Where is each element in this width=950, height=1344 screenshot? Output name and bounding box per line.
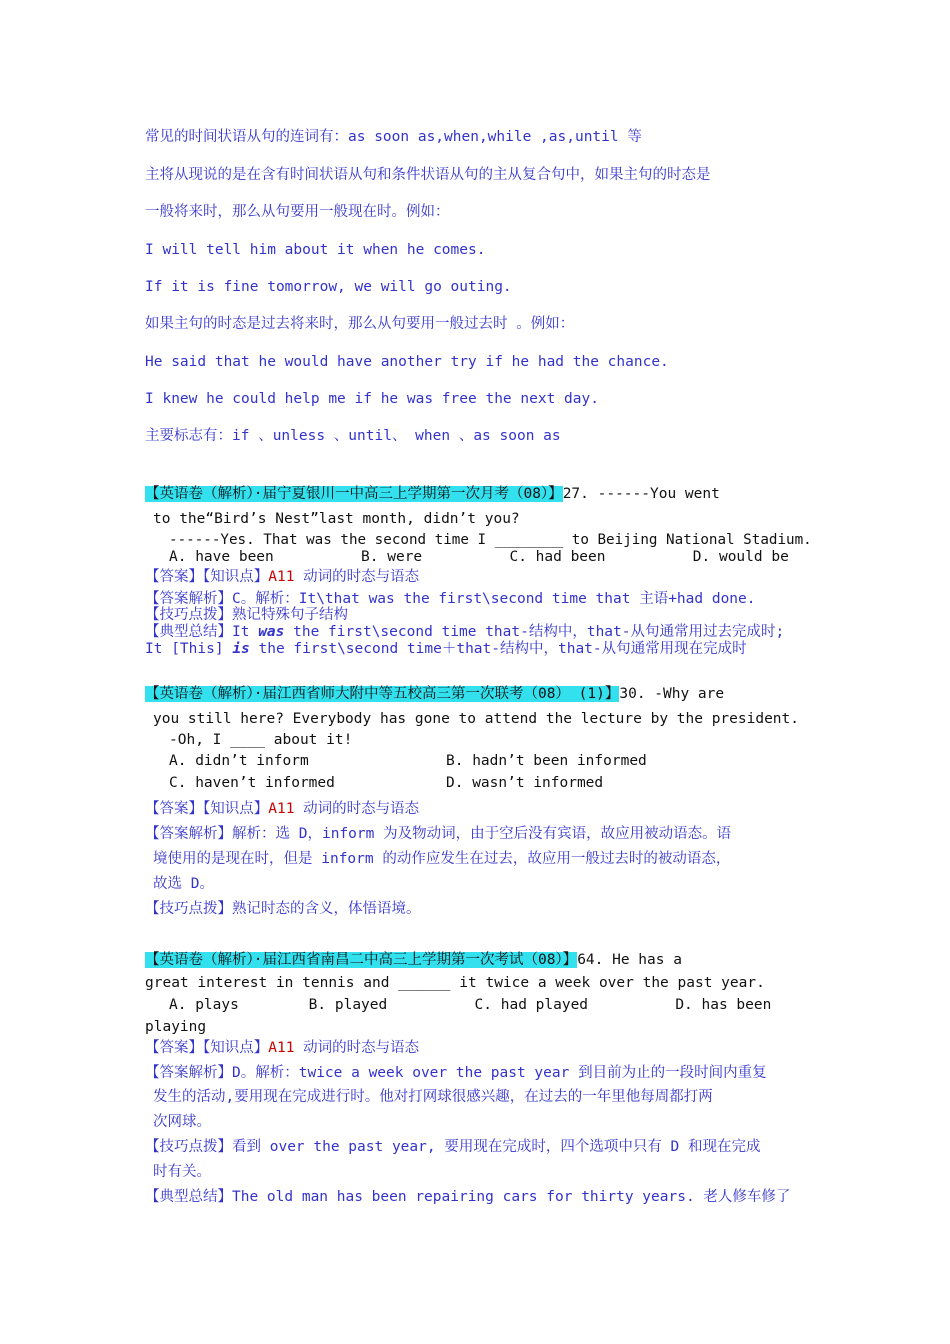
q3-answer [145,1038,419,1058]
q3-tip-2: 时有关。 [153,1164,211,1180]
q3-options: A. plays B. played C. had played D. has been [169,997,772,1013]
q1-header [145,484,720,504]
q1-stem-1: 27. ------You went [562,486,720,502]
q1-explanation: 【答案解析】C。解析：It\that was the first\second time that 主语+had done. [145,591,756,607]
q1-summary-1b: the first\second time that-结构中，that-从句通常用过去完成时; [284,624,785,640]
q2-knowledge-code: A11 [268,801,295,817]
q2-explanation-3: 故选 D。 [153,876,214,892]
q2-option-d: D. wasn’t informed [446,775,604,791]
q2-stem-3: -Oh, I ____ about it! [169,732,353,748]
q1-answer-label: 【答案】【知识点】 [145,569,269,585]
q1-summary-is: is [232,641,250,657]
q2-answer [145,799,419,819]
q1-options: A. have been B. were C. had been D. would be [169,549,789,565]
example-sentence-1: I will tell him about it when he comes. [145,242,486,258]
q1-summary-was: was [258,624,285,640]
q2-header [145,684,724,704]
q1-summary-2 [145,639,747,659]
markers-line: 主要标志有：if 、unless 、until、 when 、as soon as [145,428,561,444]
intro-line-3: 一般将来时，那么从句要用一般现在时。例如： [145,204,450,220]
q1-stem-2: to the“Bird’s Nest”last month, didn’t you? [153,511,520,527]
q2-option-c: C. haven’t informed [169,775,335,791]
q3-options-wrap: playing [145,1019,207,1035]
q2-tip: 【技巧点拨】熟记时态的含义，体悟语境。 [145,901,421,917]
q3-knowledge-code: A11 [268,1040,295,1056]
q3-explanation-2: 发生的活动,要用现在完成进行时。他对打网球很感兴趣，在过去的一年里他每周都打两 [153,1089,713,1105]
q3-stem-1: 64. He has a [577,952,682,968]
q3-summary: 【典型总结】The old man has been repairing cars for thirty years. 老人修车修了 [145,1189,791,1205]
q3-header [145,950,682,970]
q2-option-b: B. hadn’t been informed [446,753,647,769]
q3-tip-1: 【技巧点拨】看到 over the past year, 要用现在完成时，四个选项中只有 D 和现在完成 [145,1139,761,1155]
q2-knowledge-point: 动词的时态与语态 [294,801,420,817]
q2-stem-1: 30. -Why are [619,686,725,702]
q1-summary-2a: It [This] [145,641,233,657]
q1-summary-1a: 【典型总结】It [145,624,259,640]
q1-tip: 【技巧点拨】熟记特殊句子结构 [145,607,348,623]
q3-answer-label: 【答案】【知识点】 [145,1040,269,1056]
example-sentence-3: He said that he would have another try if he had the chance. [145,354,669,370]
q3-source: 【英语卷（解析）·届江西省南昌二中高三上学期第一次考试（08）】 [145,952,578,968]
q1-summary-2b: the first\second time＋that-结构中，that-从句通常用现在完成时 [249,641,747,657]
q3-knowledge-point: 动词的时态与语态 [294,1040,420,1056]
q3-explanation-3: 次网球。 [153,1114,211,1130]
q1-knowledge-point: 动词的时态与语态 [294,569,420,585]
intro-line-2: 主将从现说的是在含有时间状语从句和条件状语从句的主从复合句中，如果主句的时态是 [145,167,711,183]
q3-stem-2: great interest in tennis and ______ it twice a week over the past year. [145,975,765,991]
example-sentence-4: I knew he could help me if he was free the next day. [145,391,599,407]
q1-source: 【英语卷（解析）·届宁夏银川一中高三上学期第一次月考（08）】 [145,486,563,502]
q1-stem-3: ------Yes. That was the second time I ________ to Beijing National Stadium. [169,532,812,548]
example-sentence-2: If it is fine tomorrow, we will go outing. [145,279,512,295]
q2-explanation-2: 境使用的是现在时，但是 inform 的动作应发生在过去，故应用一般过去时的被动语态， [153,851,731,867]
q2-stem-2: you still here? Everybody has gone to attend the lecture by the president. [153,711,800,727]
q2-explanation-1: 【答案解析】解析：选 D，inform 为及物动词，由于空后没有宾语，故应用被动语态。语 [145,826,732,842]
intro-line-6: 如果主句的时态是过去将来时，那么从句要用一般过去时 。例如： [145,316,575,332]
q1-answer [145,567,419,587]
q2-option-a: A. didn’t inform [169,753,309,769]
q2-answer-label: 【答案】【知识点】 [145,801,269,817]
q1-knowledge-code: A11 [268,569,295,585]
q2-source: 【英语卷（解析）·届江西省师大附中等五校高三第一次联考（08） (1)】 [145,686,620,702]
q3-explanation-1: 【答案解析】D。解析：twice a week over the past year 到目前为止的一段时间内重复 [145,1065,767,1081]
intro-line-1: 常见的时间状语从句的连词有：as soon as,when,while ,as,until 等 [145,129,642,145]
